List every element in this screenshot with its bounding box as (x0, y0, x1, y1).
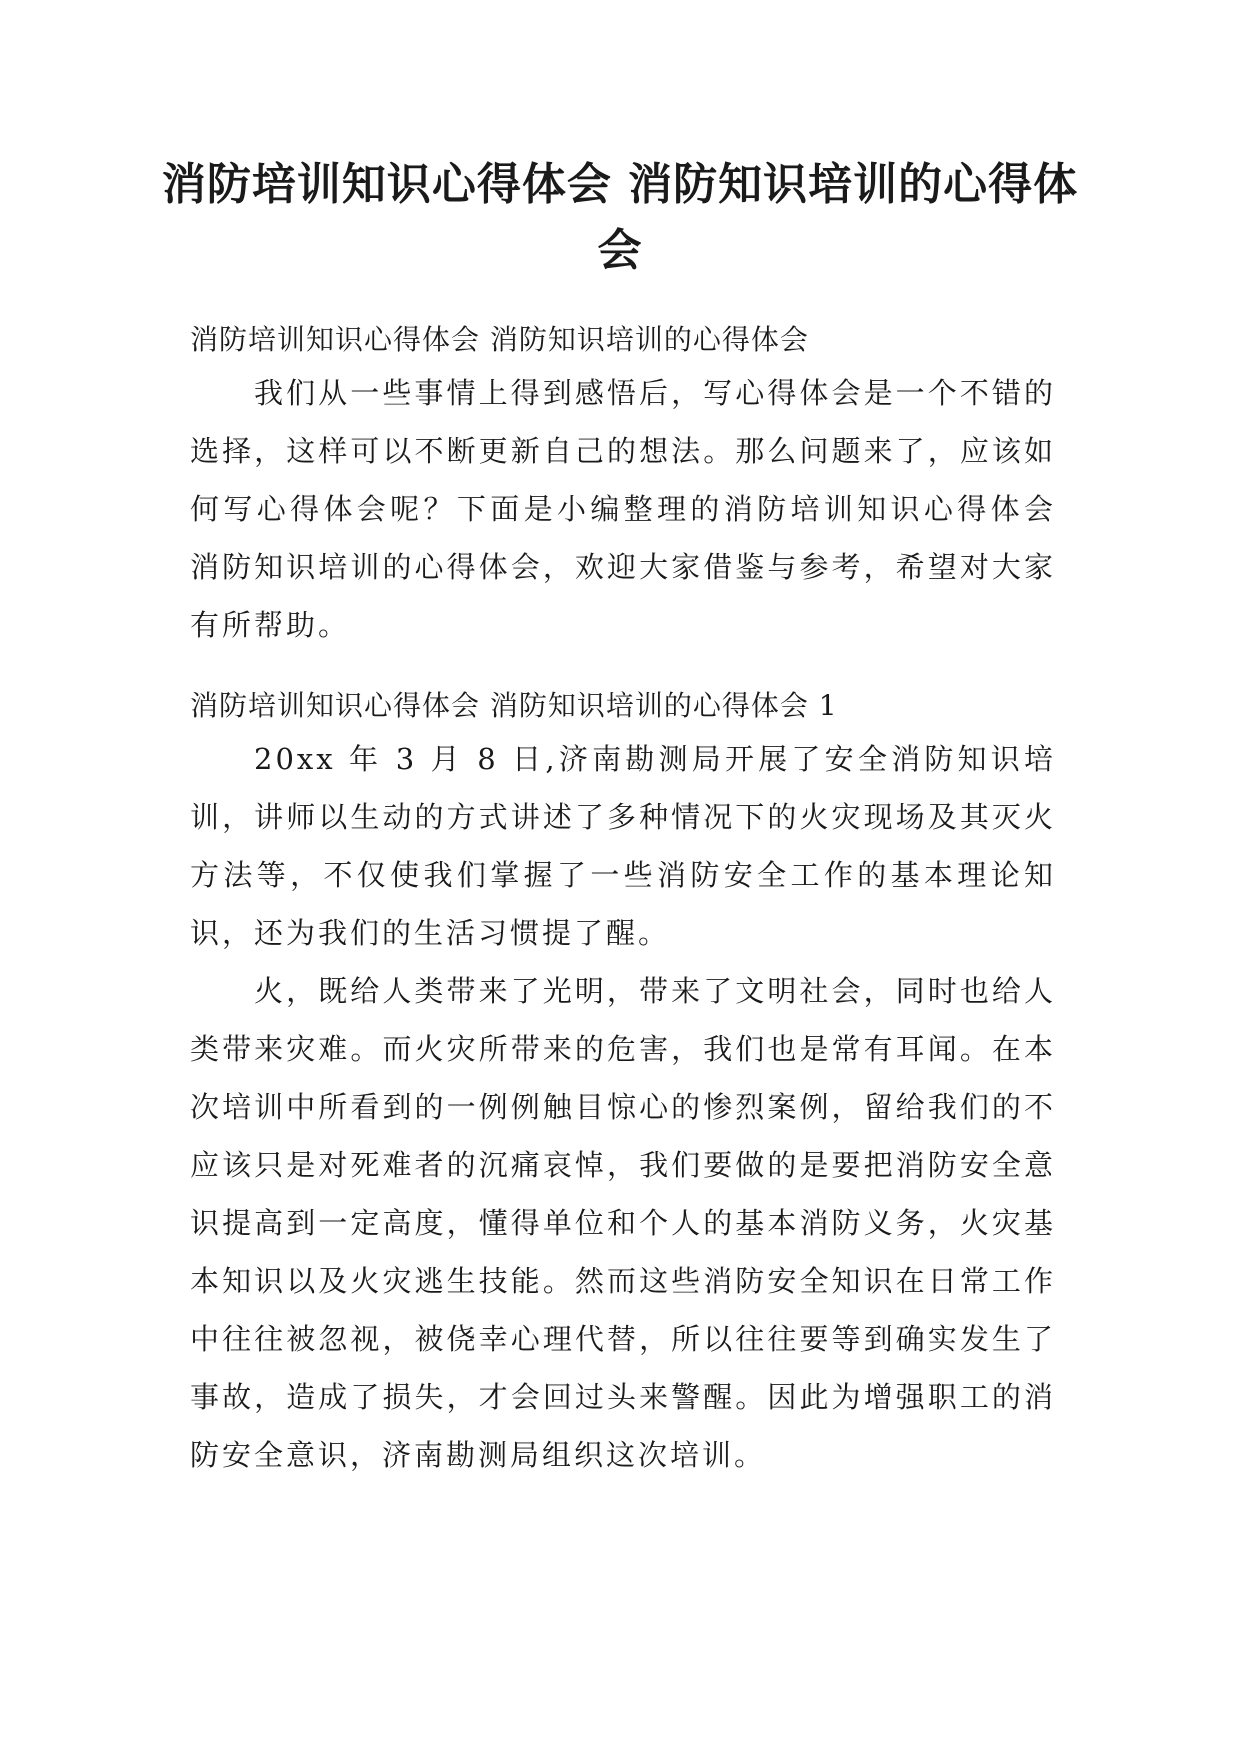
section-1-paragraph-1: 20xx 年 3 月 8 日,济南勘测局开展了安全消防知识培训，讲师以生动的方式讲述了多种情况下的火灾现场及其灭火方法等，不仅使我们掌握了一些消防安全工作的基本理论知识，还为我们的生活习惯提了醒。 (190, 742, 1056, 950)
intro-paragraph: 我们从一些事情上得到感悟后，写心得体会是一个不错的选择，这样可以不断更新自己的想法。那么问题来了，应该如何写心得体会呢？下面是小编整理的消防培训知识心得体会 消防知识培训的心得体会，欢迎大家借鉴与参考，希望对大家有所帮助。 (190, 376, 1056, 642)
document-title: 消防培训知识心得体会 消防知识培训的心得体会 (161, 159, 1079, 276)
intro-heading: 消防培训知识心得体会 消防知识培训的心得体会 (190, 323, 809, 356)
section-1-paragraph-2: 火，既给人类带来了光明，带来了文明社会，同时也给人类带来灾难。而火灾所带来的危害，我们也是常有耳闻。在本次培训中所看到的一例例触目惊心的惨烈案例，留给我们的不应该只是对死难者的沉痛哀悼，我们要做的是要把消防安全意识提高到一定高度，懂得单位和个人的基本消防义务，火灾基本知识以及火灾逃生技能。然而这些消防安全知识在日常工作中往往被忽视，被侥幸心理代替，所以往往要等到确实发生了事故，造成了损失，才会回过头来警醒。因此为增强职工的消防安全意识，济南勘测局组织这次培训。 (190, 974, 1056, 1472)
section-1-heading: 消防培训知识心得体会 消防知识培训的心得体会 1 (190, 689, 838, 722)
